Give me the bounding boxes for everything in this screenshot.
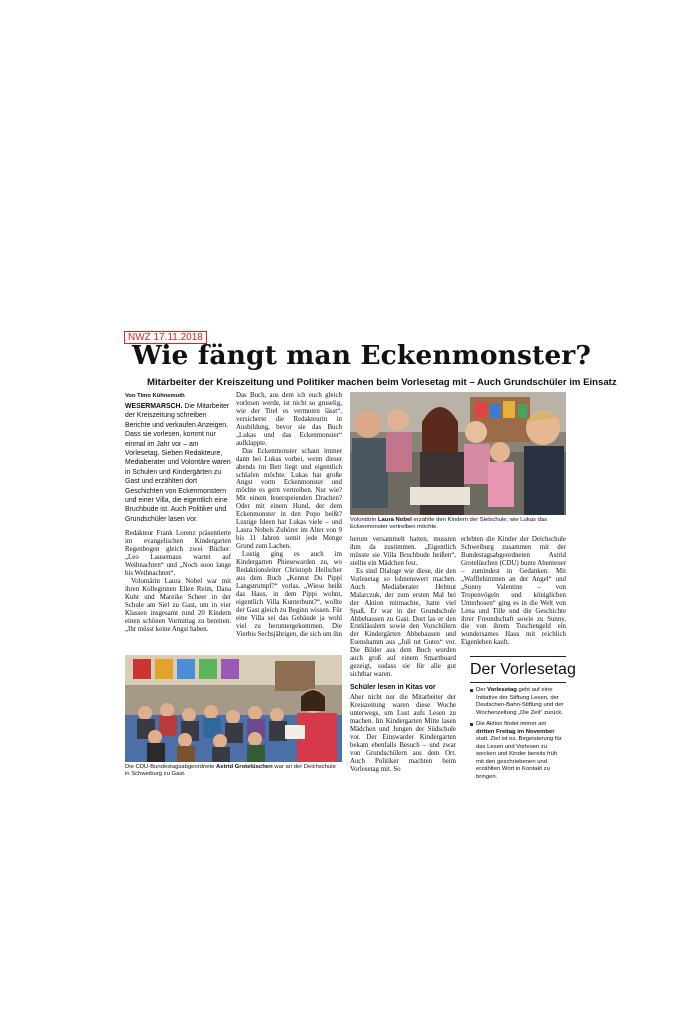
infobox-body [470, 687, 566, 785]
article-column-1 [125, 392, 231, 661]
paragraph: Volontärin Laura Nobel war mit ihren Kolleginnen Ellen Reim, Dana Kuhr und Mareike Scheer in der Schule am Siel zu Gast, um in vier Klassen insgesamt rund 20 Kindern einen schönen Vormittag zu bereiten. „Ihr müsst keine Angst haben. [125, 578, 231, 633]
paragraph: herum versammelt hatten, mussten ihm da zustimmen. „Eigentlich müsste sie Villa Bruchbude heißen“, stellte ein Mädchen fest. [350, 536, 456, 567]
article-column-3 [350, 536, 456, 780]
article-column-2 [236, 392, 342, 661]
infobox-title-rule [470, 682, 566, 683]
photo-caption-bottom [125, 764, 342, 779]
paragraph: Es sind Dialoge wie diese, die den Vorlesetag so lohnenswert machen. Auch Mediaberater Helmut Malarczuk, der zum ersten Mal bei der Aktion mitmachte, hatte viel Spaß. Er war in der Grundschule Abbehausen zu Gast. Dort las er den Erstklässlern sowie den Vorschülern der Kindergärten Abbehausen und Esenshamm aus „Juli tut Gutes“ vor. Die Bilder aus dem Buch wurden auch groß auf einem Smartboard gezeigt, sodass sie für alle gut sichtbar waren. [350, 567, 456, 679]
caption-text: Die CDU-Bundestagsabgeordnete [125, 764, 217, 770]
paragraph: Lustig ging es auch im Kindergarten Phiesewarden zu, wo Redaktionsleiter Christoph Heilscher aus dem Buch „Kennst Du Pippi Langstrumpf?“ vorlas. „Wieso heißt das Haus, in dem Pippi wohnt, eigentlich Villa Kunterbunt?“, wollte der Gast gleich zu Beginn wissen. Für eine Villa sei das Gebäude ja wohl viel zu heruntergekommen. Die Vierbis Sechsjährigen, die sich um ihn [236, 551, 342, 638]
headline: Wie fängt man Eckenmonster? [132, 340, 591, 371]
date-stamp: NWZ 17.11.2018 [124, 331, 207, 344]
caption-text: Volontärin [350, 517, 378, 523]
caption-text: war an der Deichschule in Schweiburg zu Gast. [125, 764, 336, 778]
section-subheading: Schüler lesen in Kitas vor [350, 684, 436, 692]
paragraph: Redakteur Frank Lorenz präsentierte im evangelischen Kindergarten Regenbogen gleich zwei Bücher: „Leo Lausemaus wartet auf Weihnachten“ und „Noch sooo lange bis Weihnachten“. [125, 530, 231, 578]
article-intro [125, 402, 231, 524]
article-column-4 [461, 536, 566, 650]
intro-text: Die Mitarbeiter der Kreiszeitung schreiben Berichte und verkaufen Anzeigen. Dass sie vorlesen, kommt nur einmal im Jahr vor – am Vorlesetag. Sieben Redakteure, Mediaberater und Volontäre waren in Schulen und Kindergärten zu Gast und erzählten dort Geschichten von Eckenmonstern und einer Villa, die eigentlich eine Bruchbude ist. Auch Politiker und Grundschüler lasen vor. [125, 403, 231, 523]
photo-reading-sielschule [350, 392, 566, 515]
caption-name: Laura Nobel [377, 517, 412, 523]
subheadline: Mitarbeiter der Kreiszeitung und Politiker machen beim Vorlesetag mit – Auch Grundschüler im Einsatz [147, 377, 617, 388]
paragraph: Das Eckenmonster schaut immer dann bei Lukas vorbei, wenn dieser abends im Bett liegt und eigentlich schlafen möchte. Lukas hat große Angst vorm Eckenmonster und möchte es gern vertreiben. Nur wie? Mit einem feuerspeienden Drachen? Oder mit einem Hund, der dem Eckenmonster in den Popo beißt? Lustige Ideen hat Lukas viele – und Laura Nobels Zuhörer im Alter von 9 bis 11 Jahren somit jede Menge Grund zum Lachen. [236, 447, 342, 551]
classroom-photo-illustration [350, 392, 566, 515]
caption-text: erzählte den Kindern der Sielschule, wie Lukas das Eckenmonster vertreiben möchte. [350, 517, 548, 531]
byline: Von Timo Kühnemuth [125, 393, 185, 399]
caption-name: Astrid Grotelüschen [216, 764, 273, 770]
paragraph: Das Buch, aus dem ich euch gleich vorlesen werde, ist nicht so gruselig, wie der Titel es vermuten lässt“, versicherte die Redakteurin in Ausbildung, bevor sie das Buch „Lukas und das Eckenmonster“ aufklappte. [236, 392, 342, 447]
infobox-item: Der Vorlesetag geht auf eine Initiative der Stiftung Lesen, der Deutschen-Bahn-Stiftung und der Wochenzeitung „Die Zeit“ zurück. [470, 687, 566, 717]
dateline: WESERMARSCH. [125, 403, 183, 410]
paragraph: erlebten die Kinder der Deichschule Schweiburg zusammen mit der Bundestagsabgeordneten Astrid Grotelüschen (CDU) bunte Abenteuer – zumindest in Gedanken. Mit „Wafflehimmen an der Angel“ und „Sunny Valentine – von Tropenvögeln und königlichen Unterhosen“ ging es in die Welt von Lena und Tille und die Geschichte ihrer Freundschaft sowie zu Sunny, die von ihrem Tuschengeld ein wundersames Haus mit reichlich Eigenleben kauft. [461, 536, 566, 647]
paragraph: Aber nicht nur die Mitarbeiter der Kreiszeitung waren diese Woche unterwegs, um Lust aufs Lesen zu machen. Im Kindergarten Mitte lasen Mädchen und Jungen der Südschule vor. Der Einswarder Kindergarten bekam ebenfalls Besuch – und zwar von Grundschülern aus dem Ort. Auch Politiker machten beim Vorlesetag mit. So [350, 694, 456, 773]
photo-caption-top [350, 517, 566, 532]
class-photo-illustration [125, 655, 342, 762]
infobox-top-rule [470, 656, 566, 657]
photo-deichschule-class [125, 655, 342, 762]
infobox-title: Der Vorlesetag [470, 661, 576, 678]
infobox-item: Die Aktion findet immer am dritten Freitag im November statt. Ziel ist es, Begeisterung für das Lesen und Vorlesen zu wecken und Kinder bereits früh mit den geschriebenen und erzählten Wort in Kontakt zu bringen. [470, 721, 566, 781]
